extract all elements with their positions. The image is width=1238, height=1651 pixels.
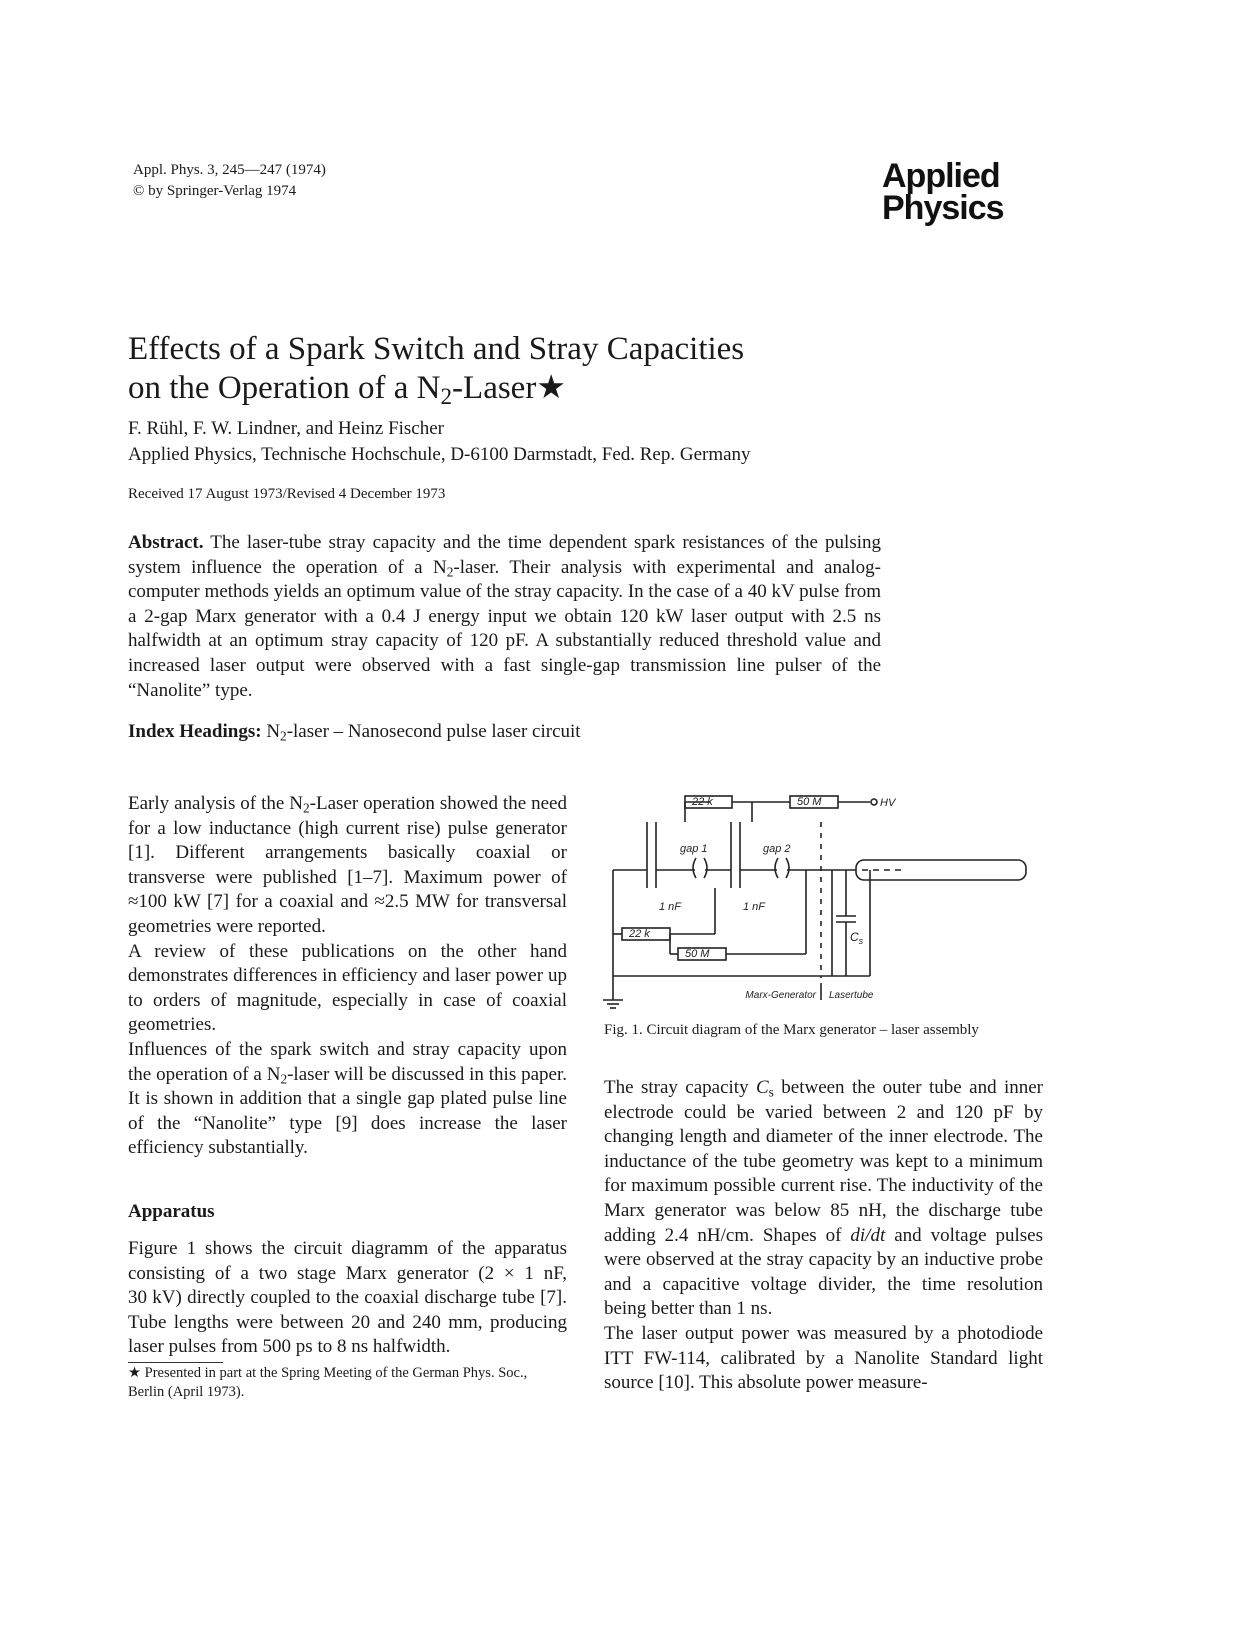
paragraph-intro: Early analysis of the $N_2$-Laser operation showed the need for a low inductance (high current rise) pulse generator [1]. Different arrangements basically coaxial or transverse were published [1–7]. Maximum power of ≈100 kW [7] for a coaxial and ≈2.5 MW for transversal geometries were reported. (128, 793, 567, 937)
paper-title (128, 330, 1028, 408)
label-r50m-bottom: 50 M (685, 948, 710, 960)
citation: Appl. Phys. 3, 245—247 (1974) (133, 162, 326, 178)
header-meta (133, 160, 326, 202)
paragraph-influences: Influences of the spark switch and stray capacity upon the operation of a $N_2$-laser will be discussed in this paper. It is shown in addition that a single gap plated pulse line of the “Nanolite” type [9] does increase the laser efficiency substantially. (128, 1038, 567, 1159)
section-heading-apparatus: Apparatus (128, 1201, 215, 1222)
abstract-label: Abstract. (128, 532, 204, 553)
journal-logo-line2: Physics (882, 189, 1004, 227)
copyright: © by Springer-Verlag 1974 (133, 183, 297, 199)
paragraph-review: A review of these publications on the other hand demonstrates differences in efficiency and laser power up to orders of magnitude, especially in case of coaxial geometries. (128, 940, 567, 1036)
index-headings: Index Headings: $N_2$-laser – Nanosecond pulse laser circuit (128, 721, 581, 744)
label-r50m-top: 50 M (797, 796, 822, 808)
abstract: Abstract. The laser-tube stray capacity and the time dependent spark resistances of the pulsing system influence the operation of a $N_2$-laser. Their analysis with experimental and analog-computer methods yields an optimum value of the stray capacity. In the case of a 40 kV pulse from a 2-gap Marx generator with a 0.4 J energy input we obtain 120 kW laser output with 2.5 ns halfwidth at an optimum stray capacity of 120 pF. A substantially reduced threshold value and increased laser output were observed with a fast single-gap transmission line pulser of the “Nanolite” type. (128, 532, 881, 701)
footnote-rule (128, 1362, 223, 1363)
label-cs: $C_s$ (850, 930, 864, 946)
index-headings-label: Index Headings: (128, 721, 262, 742)
laser-tube (856, 860, 1026, 880)
journal-logo (882, 157, 1004, 227)
label-r22k-top: 22 k (692, 796, 713, 808)
label-c1: 1 nF (659, 901, 682, 913)
label-c2: 1 nF (743, 901, 766, 913)
journal-logo-line1: Applied (882, 157, 1000, 195)
figure-caption: Fig. 1. Circuit diagram of the Marx generator – laser assembly (604, 1022, 979, 1038)
paragraph-laser-output: The laser output power was measured by a photodiode ITT FW-114, calibrated by a Nanolite Standard light source [10]. This absolute power measure- (604, 1322, 1043, 1394)
label-lasertube: Lasertube (829, 990, 874, 1001)
label-gap2: gap 2 (763, 843, 791, 855)
authors: F. Rühl, F. W. Lindner, and Heinz Fischer (128, 418, 445, 439)
paragraph-stray-capacity: The stray capacity $C_s$ between the outer tube and inner electrode could be varied between 2 and 120 pF by changing length and diameter of the inner electrode. The inductance of the tube geometry was kept to a minimum for maximum possible current rise. The inductivity of the Marx generator was below 85 nH, the discharge tube adding 2.4 nH/cm. Shapes of di/dt and voltage pulses were observed at the stray capacity by an inductive probe and a capacitive voltage divider, the time resolution being better than 1 ns. (604, 1077, 1044, 1320)
label-r22k-bottom: 22 k (629, 928, 650, 940)
label-gap1: gap 1 (680, 843, 708, 855)
title-line2: on the Operation of a $N_2-Laser★$ (128, 370, 566, 409)
label-hv: HV (880, 797, 896, 809)
circuit-diagram (600, 788, 1050, 1013)
received-dates: Received 17 August 1973/Revised 4 December 1973 (128, 486, 446, 502)
affiliation: Applied Physics, Technische Hochschule, D-6100 Darmstadt, Fed. Rep. Germany (128, 444, 751, 465)
right-column (604, 1076, 1043, 1396)
paragraph-apparatus: Figure 1 shows the circuit diagramm of the apparatus consisting of a two stage Marx generator (2 × 1 nF, 30 kV) directly coupled to the coaxial discharge tube [7]. Tube lengths were between 20 and 240 mm, producing laser pulses from 500 ps to 8 ns halfwidth. (128, 1238, 567, 1358)
hv-terminal (871, 799, 877, 805)
footnote: ★ Presented in part at the Spring Meeting of the German Phys. Soc., Berlin (April 1973). (128, 1365, 528, 1400)
label-marx-generator: Marx-Generator (745, 990, 816, 1001)
author-block (128, 416, 1028, 468)
left-column (128, 792, 567, 1161)
title-line1: Effects of a Spark Switch and Stray Capacities (128, 331, 745, 367)
